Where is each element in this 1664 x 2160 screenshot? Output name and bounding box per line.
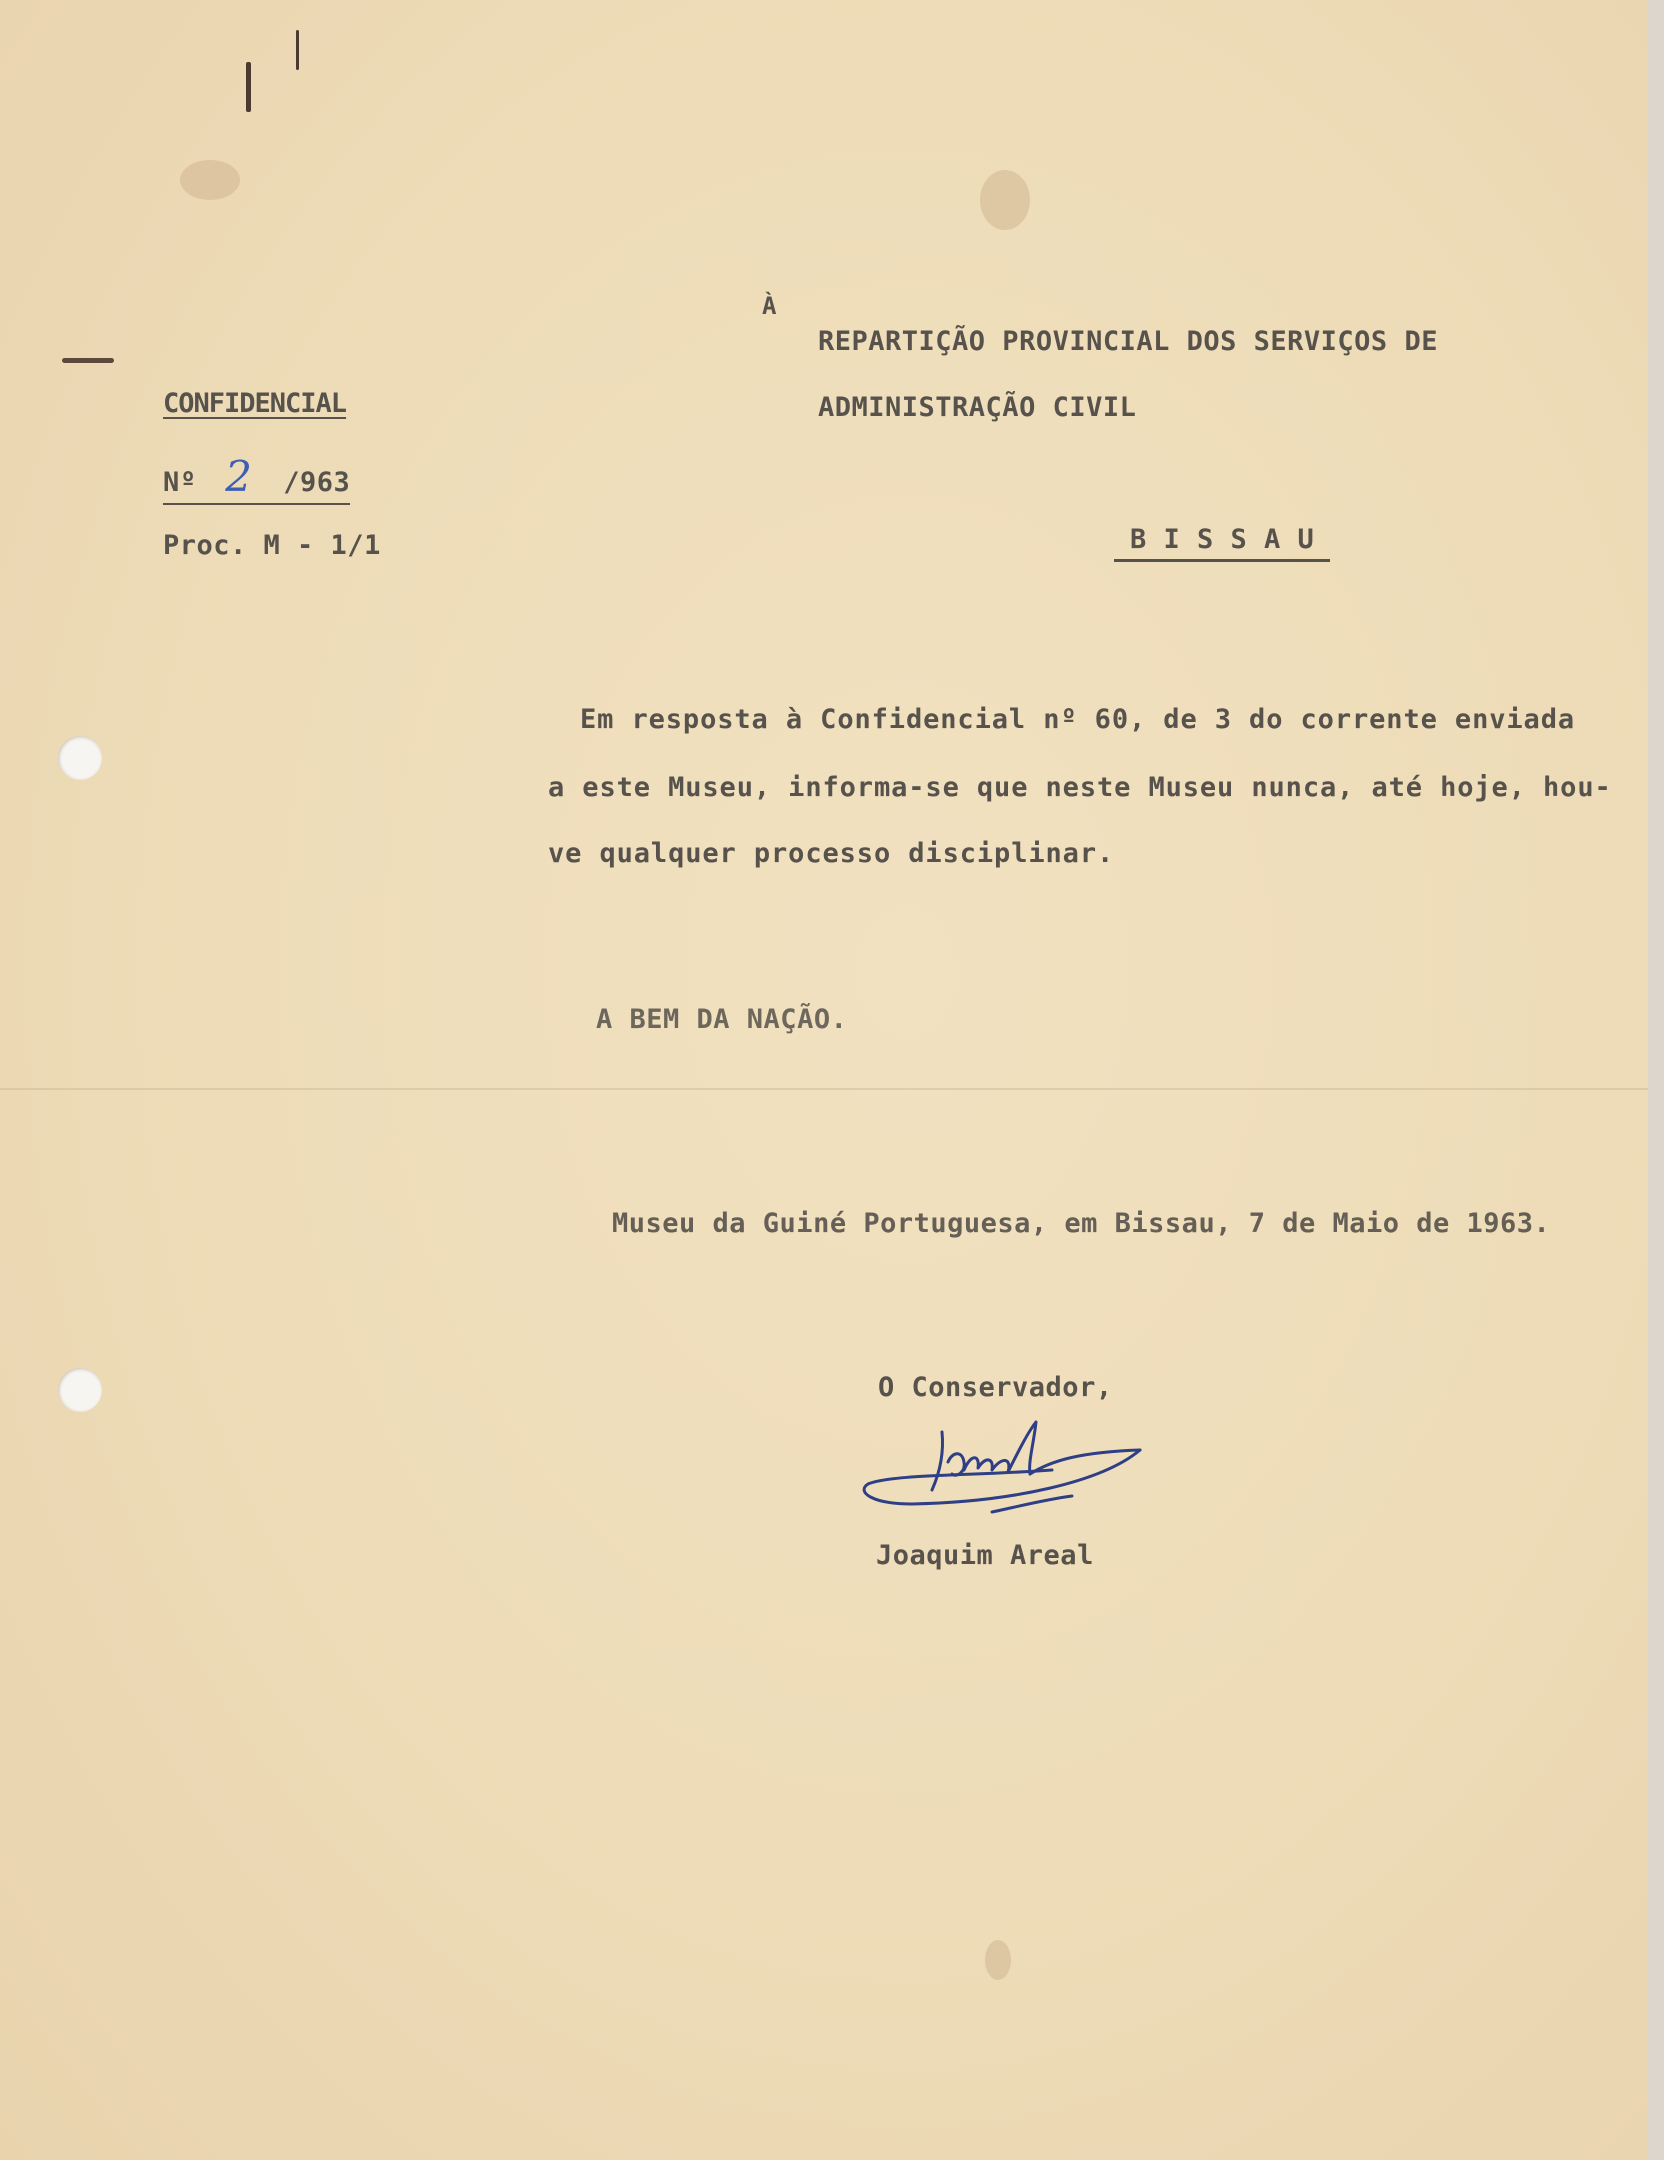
place-date: Museu da Guiné Portuguesa, em Bissau, 7 de Maio de 1963. xyxy=(612,1208,1551,1239)
signatory-name: Joaquim Areal xyxy=(876,1540,1094,1571)
reference-number xyxy=(163,452,350,505)
number-year: /963 xyxy=(283,467,351,498)
signatory-title: O Conservador, xyxy=(878,1372,1113,1403)
handwritten-signature xyxy=(852,1412,1162,1542)
punch-hole-bottom xyxy=(58,1368,102,1412)
confidential-label: CONFIDENCIAL xyxy=(163,388,347,419)
closing-formula: A BEM DA NAÇÃO. xyxy=(596,1004,848,1035)
paper-fold xyxy=(0,1088,1648,1090)
addressee-line1: REPARTIÇÃO PROVINCIAL DOS SERVIÇOS DE xyxy=(818,326,1438,357)
body-line-2: a este Museu, informa-se que neste Museu nunca, até hoje, hou- xyxy=(548,772,1612,803)
ink-mark xyxy=(296,30,299,70)
page-edge xyxy=(1648,0,1664,2160)
paper-stain xyxy=(980,170,1030,230)
ink-mark xyxy=(246,62,251,112)
paper-stain xyxy=(985,1940,1011,1980)
body-line-3: ve qualquer processo disciplinar. xyxy=(548,838,1115,869)
punch-hole-top xyxy=(58,736,102,780)
ink-mark xyxy=(62,358,114,363)
handwritten-number: 2 xyxy=(225,452,253,501)
addressee-line2: ADMINISTRAÇÃO CIVIL xyxy=(818,392,1137,423)
addressee-preposition: À xyxy=(762,292,777,320)
proc-reference: Proc. M - 1/1 xyxy=(163,530,381,561)
addressee-city: B I S S A U xyxy=(1114,524,1330,562)
number-prefix: Nº xyxy=(163,467,197,498)
paper-stain xyxy=(180,160,240,200)
body-line-1: Em resposta à Confidencial nº 60, de 3 do corrente enviada xyxy=(580,704,1576,735)
